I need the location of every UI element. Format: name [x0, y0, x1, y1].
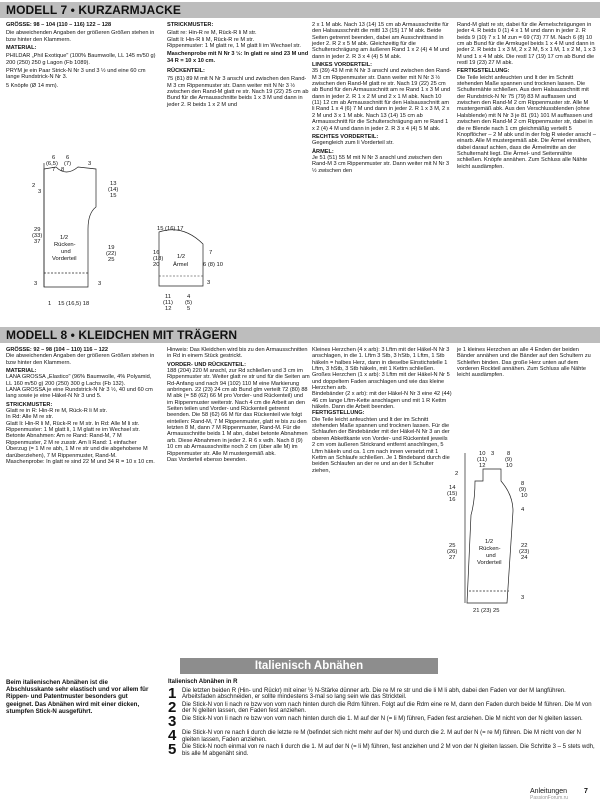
dim-14: 14: [449, 485, 456, 491]
model8-ties: Bindebänder (2 x arb): mit der Häkel-N Nr 3 eine 42 (44) 46 cm lange Lftm-Kette anschlagen und mit 1 R Kettm häkeln. Dann die Arbeit beenden.: [312, 391, 452, 411]
dim-3-sleeve: 3: [207, 280, 211, 286]
model8-column-4: [457, 347, 597, 381]
model7-right-front-heading: RECHTES VORDERTEIL:: [312, 133, 379, 140]
model7-back-text: 75 (81) 89 M mit N Nr 3 anschl und zwischen den Rand-M 3 cm Rippenmuster str. Dann weiter mit N Nr 3 ½ zwischen den Rand-M glatt re str. Nach 19 (22) 25 cm ab Bund für die Armausschnitte beids 1 x 3 M und dann in jeder 2. R beids 1 x 2 M und: [167, 76, 309, 108]
step-number: 2: [168, 698, 177, 716]
model7-back-cont: 2 x 1 M abk. Nach 13 (14) 15 cm ab Armausschnitte für den Halsausschnitt die mittl 13 (15) 17 M abk. Beide Seiten getrennt beenden, dabei am Ausschnittrand in jeder 2. R 2 x 5 M abk. Gleichzeitig für die Schulterschrägung am äußeren Rand 1 x 2 (4) 4 M und dann in jeder 2. R 3 x 4 (4) 5 M abk.: [312, 22, 450, 60]
model7-column-3: [312, 22, 452, 176]
dim-width: 21 (23) 25: [473, 608, 500, 614]
dim-3-bottom-right: 3: [98, 281, 102, 287]
model8-decrease: Betonte Abnahmen: Am re Rand: Rand-M, 7 M Rippenmuster, 2 M re zusstr. Am li Rand: 1 einfacher Überzug (= 1 M re abh, 1 M re str und die abgehobene M darüberziehen), 7 M Rippenmuster, Rand-M.: [6, 433, 148, 459]
dim-6-8-10: 6 (8) 10: [203, 262, 223, 268]
dim-6: 6: [52, 155, 56, 161]
model7-title: MODELL 7 • KURZARMJACKE: [6, 3, 181, 17]
model7-stitch-1: Glatt re: Hin-R re M, Rück-R li M str.: [167, 30, 257, 37]
model7-size: GRÖSSE: 98 – 104 (110 – 116) 122 – 128: [6, 22, 112, 28]
dim-7b: (7): [64, 161, 72, 167]
model8-front-text: Das Vorderteil ebenso beenden.: [167, 456, 247, 463]
dim-20: 20: [153, 262, 160, 268]
dim-8: 8: [61, 167, 65, 173]
model7-needles: PRYM je ein Paar Strick-N Nr 3 und 3 ½ und eine 60 cm lange Rundstrick-N Nr 3.: [6, 68, 146, 81]
model8-header: [0, 327, 600, 343]
model7-back-heading: RÜCKENTEIL:: [167, 68, 205, 75]
page-number: 7: [584, 788, 588, 795]
model8-stitch-1: Glatt re in R: Hin-R re M, Rück-R li M str.: [6, 408, 108, 415]
label-front: Vorderteil: [52, 256, 77, 262]
model8-title: MODELL 8 • KLEIDCHEN MIT TRÄGERN: [6, 328, 238, 342]
label-back: Rücken-: [54, 242, 76, 248]
model7-yarn: PHILDAR „Phil Exotique" (100% Baumwolle, LL 145 m/50 g) 200 (250) 250 g Lagon (Fb 1089).: [6, 53, 156, 66]
dim-11: (11): [477, 457, 487, 463]
schematic-outline: [44, 167, 96, 287]
sleeve-top-width: 15 (16) 17: [157, 226, 184, 232]
watermark: PassionForum.ru: [530, 795, 569, 801]
model8-small-heart: Kleines Herzchen (4 x arb): 3 Lftm mit der Häkel-N Nr 3 anschlagen, in die 1. Lftm 3 Stb, 3 hStb, 1 Lftm, 1 Stb häkeln = halbes Herz, dann in dieselbe Einstichstelle 1 Lftm, 3 hStb, 3 Stb häkeln, mit 1 Kettm schließen.: [312, 347, 450, 373]
footer-label: Anleitungen: [530, 788, 567, 795]
model7-header: [0, 2, 600, 18]
dim-14: (14): [108, 187, 119, 193]
model8-column-2: [167, 347, 310, 465]
dim-5: (5): [185, 300, 193, 306]
dim-15: (15): [447, 491, 458, 497]
model8-size-note: Die abweichenden Angaben der größeren Größen stehen in bzw hinter den Klammern.: [6, 353, 155, 366]
model7-body-schematic: [4, 155, 164, 310]
sleeve-label: Ärmel: [173, 262, 189, 268]
label-half: 1/2: [60, 235, 69, 241]
dim-7: 7: [52, 167, 56, 173]
step-text: Die Stick-N von li nach re bzw von vorn nach hinten durch die Rdm führen. Folgt auf die Rdm eine re M, dann den Faden durch beide M führen. Die M von der N gleiten lassen, den Faden fest anziehen.: [182, 701, 592, 715]
model8-stitch-4: Rippenmuster: 1 M glatt li, 1 M glatt re im Wechsel str.: [6, 427, 140, 434]
dim-2: 2: [455, 471, 459, 477]
dim-4: 4: [187, 294, 191, 300]
model7-sleeve-cont: Rand-M glatt re str, dabei für die Ärmelschrägungen in jeder 4. R beids 0 (1) 4 x 1 M und dann in jeder 2. R beids 9 (10) 7 x 1 M zun = 69 (73) 77 M. Nach 6 (8) 10 cm ab Bund für die Armkugel beids 1 x 4 M und dann in jeder 2. R beids 1 x 3 M, 2 x 2 M, 5 x 1 M, 1 x 2 M, 1 x 3 M und 1 x 4 M abk. Die restl 17 (19) 17 cm ab Bund die restl 19 (23) 27 M abk.: [457, 22, 596, 67]
model7-column-1: [6, 22, 156, 91]
step-1: [168, 684, 596, 702]
model7-right-front-text: Gegengleich zum li Vorderteil str.: [312, 140, 394, 147]
dim-11: 11: [165, 294, 172, 300]
dim-23: (23): [519, 549, 530, 555]
label-and: und: [486, 553, 496, 559]
dim-2: 2: [32, 183, 36, 189]
italian-bindoff-intro: Beim italienischen Abnähen ist die Abschlusskante sehr elastisch und vor allem für Rippen- und Patentmuster besonders gut geeignet. Das Abnähen wird mit einer dicken, stumpfen Stick-N ausgeführt.: [6, 679, 149, 715]
step-3: [168, 712, 596, 730]
dim-22: (22): [106, 251, 117, 257]
dim-37: 37: [34, 239, 41, 245]
italian-bindoff-subtitle: Italienisch Abnähen in R: [168, 679, 238, 685]
model7-sleeve-schematic: [155, 220, 240, 320]
dim-25: 25: [108, 257, 115, 263]
model8-size: GRÖSSE: 92 – 98 (104 – 110) 116 – 122: [6, 347, 109, 353]
dim-9-right: (9): [519, 487, 527, 493]
dim-10: 10: [479, 451, 486, 457]
model7-stitch-3: Rippenmuster: 1 M glatt re, 1 M glatt li im Wechsel str.: [167, 43, 301, 50]
dim-33: (33): [32, 233, 43, 239]
dim-29: 29: [34, 227, 41, 233]
model8-body-heading: VORDER- UND RÜCKENTEIL:: [167, 361, 246, 368]
step-text: Die Stick-N von re nach li durch die letzte re M (befindet sich nicht mehr auf der N) und durch die 2. M auf der N (= re M) führen. Die M nicht von der N gleiten lassen, Faden anziehen.: [182, 729, 582, 743]
dim-6-5: (6,5): [46, 161, 58, 167]
dim-18: (18): [153, 256, 164, 262]
model8-column-3: [312, 347, 452, 476]
dim-8-top: 8: [507, 451, 511, 457]
dim-8-right: 8: [521, 481, 525, 487]
dim-3-top: 3: [491, 451, 495, 457]
dim-13: 13: [110, 181, 117, 187]
dim-3-bottom: 3: [521, 595, 525, 601]
model8-dress-schematic: [445, 445, 595, 615]
model8-column-1: [6, 347, 156, 467]
model8-finishing-cont: je 1 kleines Herzchen an alle 4 Enden der beiden Bänder annähen und die Bänder auf den Schultern zu Schleifen binden. Das große Herz unten auf dem vorderen Rockteil annähen. Zum Schluss alle Nähte leicht ausdämpfen.: [457, 347, 591, 379]
dim-26: (26): [447, 549, 458, 555]
model8-material-heading: MATERIAL:: [6, 368, 37, 375]
model8-note: Hinweis: Das Kleidchen wird bis zu den Armausschnitten in Rd in einem Stück gestrickt.: [167, 347, 308, 360]
model8-yarn: LANA GROSSA „Elastico" (96% Baumwolle, 4% Polyamid, LL 160 m/50 g) 200 (250) 300 g Lachs (Fb 132).: [6, 374, 152, 387]
model7-column-4: [457, 22, 597, 172]
model8-stitch-heading: STRICKMUSTER:: [6, 401, 53, 408]
dim-11b: (11): [163, 300, 173, 306]
step-number: 4: [168, 726, 177, 744]
dim-27: 27: [449, 555, 456, 561]
dim-10-right: 10: [521, 493, 528, 499]
dim-4: 4: [521, 507, 525, 513]
model7-size-note: Die abweichenden Angaben der größeren Größen stehen in bzw hinter den Klammern.: [6, 30, 155, 43]
model7-finishing-text: Die Teile leicht anfeuchten und lt der im Schnitt stehenden Maße spannen und trocknen lassen. Die Schulternähte schließen. Aus dem Halsausschnitt mit der Rundstrick-N Nr 75 (79) 83 M auffassen und zwischen den Rand-M 2 cm Rippenmuster str. Alle M mustergemäß abk. Aus den Verschlussblenden (ohne Halsblende) mit N Nr 3 je 81 (91) 101 M auffassen und zwischen den Rand-M 2 cm Rippenmuster str, dabei in die re Blende nach 1 cm gleichmäßig verteilt 5 Knopflöcher – 2 M abk und in der folg R wieder anschl – einarb. Alle M mustergemäß abk. Die Ärmel einnähen, dabei darauf achten, dass die Ärmelmitte an der Schulternaht liegt. Die Ärmel- und Seitennähte schließen. Knöpfe annähen. Zum Schluss alle Nähte leicht ausdämpfen.: [457, 74, 596, 170]
dim-22: 22: [521, 543, 528, 549]
step-2: [168, 698, 596, 716]
model7-sleeve-heading: ÄRMEL:: [312, 148, 334, 155]
italian-bindoff-section: [0, 658, 600, 793]
step-number: 3: [168, 712, 177, 730]
label-half: 1/2: [485, 539, 494, 545]
model7-stitch-heading: STRICKMUSTER:: [167, 22, 214, 28]
dim-5b: 5: [187, 306, 191, 312]
step-text: Die Stick-N von li nach re bzw von vorn nach hinten durch die 1. M auf der N (= li M) führen, Faden fest anziehen. Die M nicht von der N gleiten lassen.: [182, 715, 583, 722]
italian-bindoff-banner: Italienisch Abnähen: [180, 658, 438, 674]
dim-16: 16: [153, 250, 160, 256]
dim-1: 1: [48, 301, 52, 307]
dim-7-sleeve: 7: [209, 250, 213, 256]
model8-needles: LANA GROSSA je eine Rundstrick-N Nr 3 ½, 40 und 60 cm lang sowie je eine Häkel-N Nr 3 und 5.: [6, 387, 153, 400]
dim-19: 19: [108, 245, 115, 251]
step-number: 1: [168, 684, 177, 702]
dim-24: 24: [521, 555, 528, 561]
model7-stitch-2: Glatt li: Hin-R li M, Rück-R re M str.: [167, 36, 255, 43]
model7-gauge: Maschenprobe mit N Nr 3 ½: In glatt re sind 23 M und 34 R = 10 x 10 cm.: [167, 51, 309, 64]
step-text: Die Stick-N noch einmal von re nach li durch die 1. M auf der N (= li M) führen, fest anziehen und 2 M von der N gleiten lassen. Die Schritte 3 – 5 stets wdh, bis alle M abgenäht sind.: [182, 744, 595, 757]
step-4: [168, 726, 596, 744]
dim-12: 12: [165, 306, 172, 312]
dim-15: 15: [110, 193, 117, 199]
dim-6b: 6: [66, 155, 70, 161]
model8-stitch-2: In Rd: Alle M re str.: [6, 414, 54, 421]
step-text: Die letzten beiden R (Hin- und Rückr) mit einer ½ N-Stärke dünner arb. Die re M re str und die li M li abh, dabei den Faden vor der M langführen. Arbeitsfaden abschneiden, er sollte mindestens 3-mal so lang sein wie das Strickteil.: [182, 687, 566, 701]
dress-outline: [467, 469, 513, 603]
model7-material-heading: MATERIAL:: [6, 45, 37, 52]
label-and: und: [61, 249, 71, 255]
model8-gauge: Maschenprobe: In glatt re sind 22 M und 34 R = 10 x 10 cm.: [6, 458, 155, 465]
label-front: Vorderteil: [477, 560, 502, 566]
dim-25: 25: [449, 543, 456, 549]
dim-width: 15 (16,5) 18: [58, 301, 90, 307]
model8-body-text: 188 (204) 220 M anschl, zur Rd schließen und 3 cm im Rippenmuster str. Weiter glatt re str und für die Seiten am Rd-Anfang und nach 94 (102) 110 M eine Markierung anbringen. 22 (23) 24 cm ab Bund glm verteilt 72 (80) 88 M abk (= 58 (62) 66 M pro Vorder- und Rückenteil) und im Rippenmuster weiterstr. Nach 4 cm die Arbeit an den Seiten teilen und Vorder- und Rückenteil getrennt beenden. Die 58 (62) 66 M für das Rückenteil wie folgt einteilen: Rand-M, 7 M Rippenmuster, glatt re bis zu den letzten 8 M, dann 7 M Rippenmuster, Rand-M. Für die Armausschnitte beids 1 M abn, dabei betonte Abnahmen arb. Diese Abnahmen in jeder 2. R 6 x wdh. Nach 8 (9) 10 cm ab Armausschnitte noch 2 cm (über alle M) im Rippenmuster str. Alle M mustergemäß abk.: [167, 368, 310, 457]
label-back: Rücken-: [479, 546, 501, 552]
model7-left-front-heading: LINKES VORDERTEIL:: [312, 62, 372, 69]
model8-finishing-heading: FERTIGSTELLUNG:: [312, 410, 365, 417]
dim-3-top: 3: [88, 161, 92, 167]
model7-left-front-text: 35 (39) 43 M mit N Nr 3 anschl und zwischen den Rand-M 3 cm Rippenmuster str. Dann weiter mit N Nr 3 ½ zwischen den Rand-M glatt re str. Nach 19 (22) 25 cm ab Bund für den Armausschnitt am re Rand 1 x 3 M und dann in jeder 2. R 1 x 2 M und 2 x 1 M abk. Nach 10 (11) 12 cm ab Armausschnitt für den Halsausschnitt am li Rand 1 x 4 (6) 7 M und dann in jeder 2. R 1 x 3 M, 2 x 2 M und 3 x 1 M abk. Nach 13 (14) 15 cm ab Armausschnitt für die Schulterschrägung am re Rand 1 x 2 (4) 4 M und dann in jeder 2. R 3 x 4 (4) 5 M abk.: [312, 68, 452, 132]
model8-stitch-3: Glatt li: Hin-R li M, Rück-R re M str. In Rd: Alle M li str.: [6, 420, 140, 427]
dim-16: 16: [449, 497, 456, 503]
model7-buttons: 5 Knöpfe (Ø 14 mm).: [6, 82, 59, 89]
step-5: [168, 741, 596, 759]
dim-9: (9): [505, 457, 513, 463]
model8-finishing-text: Die Teile leicht anfeuchten und lt der im Schnitt stehenden Maße spannen und trocknen lassen. Für die Schlaufen der Bindebänder mit der Häkel-N Nr 3 an der oberen Abkettkante von Vorder- und Rückenteil jeweils 2 cm vom äußeren Strickrand entfernt anschlingen, 5 Lftm häkeln und ca. 1 cm nach innen versetzt mit 1 Kettm an Schlaufe schließen. Je 1 Bindeband durch die beiden Schlaufen an der re und an der li Schulter ziehen,: [312, 416, 450, 474]
dim-3-bottom-left: 3: [34, 281, 38, 287]
step-number: 5: [168, 741, 177, 759]
model7-column-2: [167, 22, 310, 110]
dim-10b: 10: [506, 463, 513, 469]
model7-finishing-heading: FERTIGSTELLUNG:: [457, 68, 510, 75]
model7-sleeve-text: Je 51 (51) 55 M mit N Nr 3 anschl und zwischen den Rand-M 3 cm Rippenmuster str. Dann weiter mit N Nr 3 ½ zwischen den: [312, 154, 450, 174]
page-footer: [0, 788, 600, 800]
dim-12: 12: [479, 463, 486, 469]
italian-bindoff-steps: [168, 679, 596, 758]
sleeve-half: 1/2: [177, 254, 186, 260]
model8-big-heart: Großes Herzchen (1 x arb): 3 Lftm mit der Häkel-N Nr 5 und doppeltem Faden anschlagen und wie das kleine Herzchen arb.: [312, 372, 450, 392]
dim-3-left: 3: [38, 189, 42, 195]
